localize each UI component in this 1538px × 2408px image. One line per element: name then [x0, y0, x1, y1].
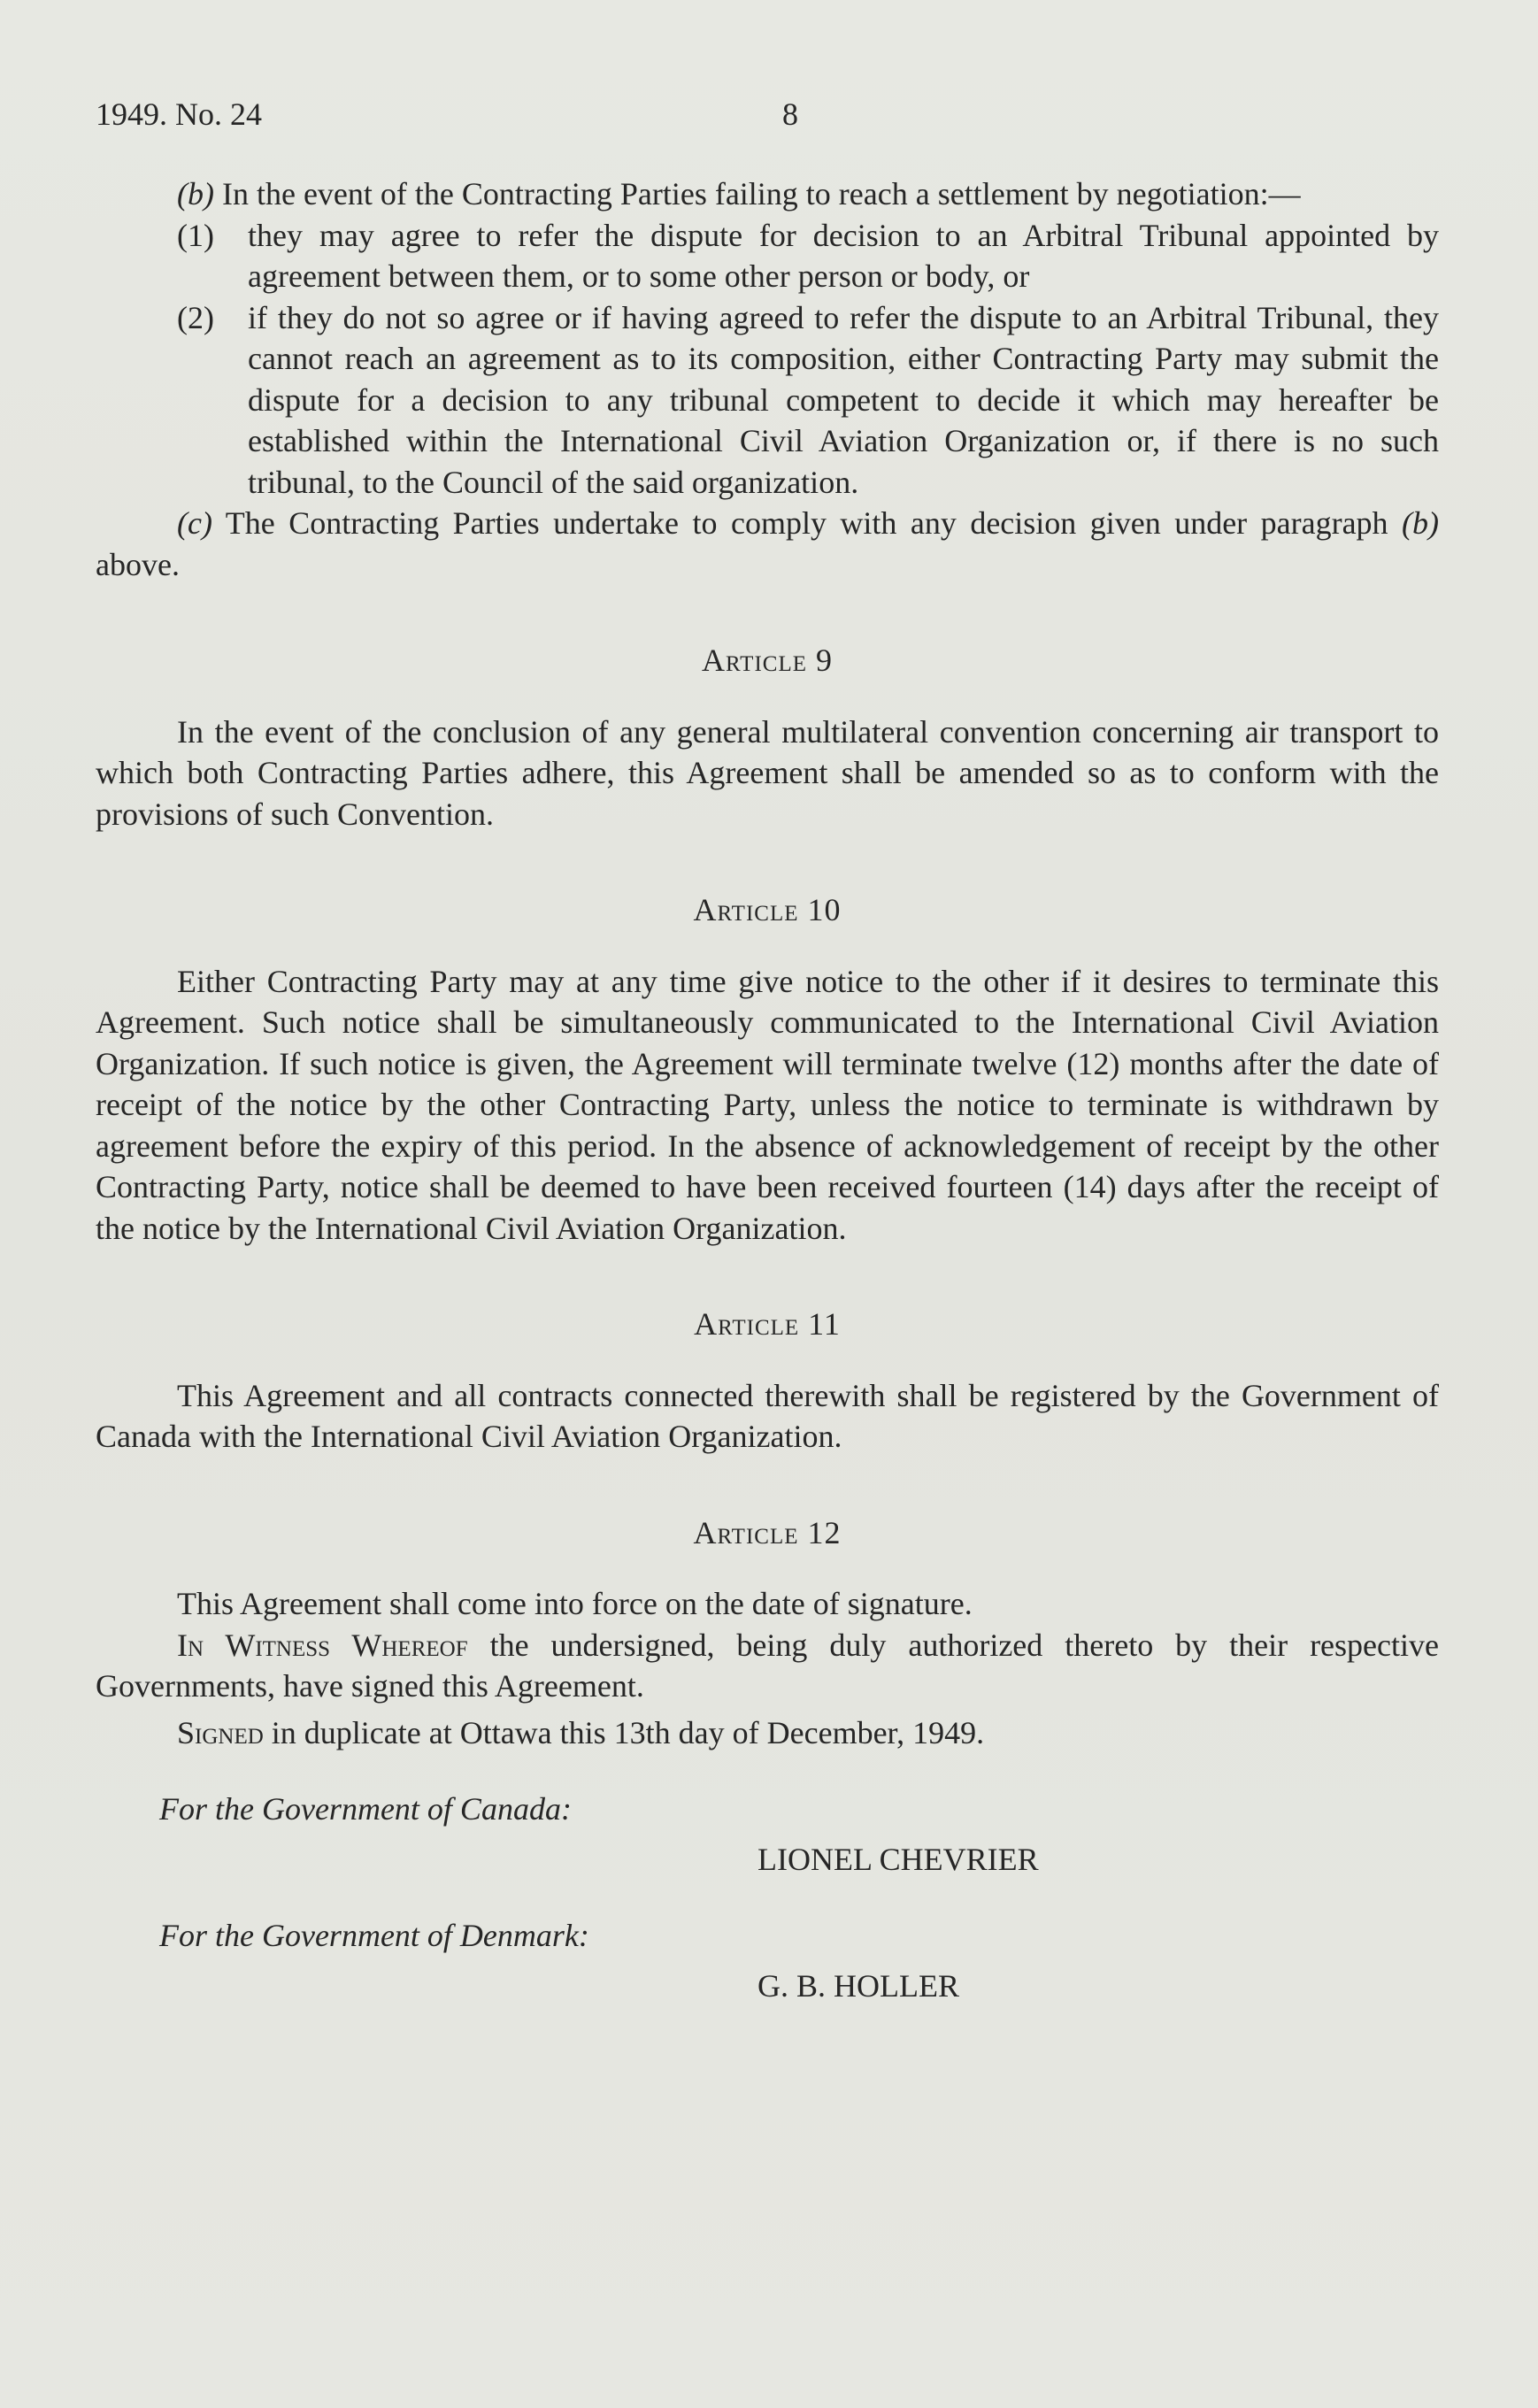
article-12-text: This Agreement shall come into force on the date of signature. [177, 1586, 973, 1621]
witness-clause [96, 1625, 1439, 1707]
signatory-denmark: G. B. HOLLER [757, 1967, 959, 2004]
signatory-canada: LIONEL CHEVRIER [757, 1841, 1039, 1877]
list-item-text: if they do not so agree or if having agreed to refer the dispute to an Arbitral Tribunal, they cannot reach an agreement as to its composition, either Contracting Party may submit the dispute for a decision to any tribunal competent to decide it which may hereafter be established within the International Civil Aviation Organization or, if there is no such tribunal, to the Council of the said organization. [248, 299, 1439, 500]
list-item-number: (2) [177, 299, 214, 335]
paragraph-c-text: The Contracting Parties undertake to comply with any decision given under paragraph [225, 505, 1388, 541]
article-9-text: In the event of the conclusion of any general multilateral convention concerning air transport to which both Contracting Parties adhere, this Agreement shall be amended so as to conform with the provisions of such Convention. [96, 713, 1439, 832]
list-item-text: they may agree to refer the dispute for decision to an Arbitral Tribunal appointed by agreement between them, or to some other person or body, or [248, 217, 1439, 294]
article-9-heading: Article 9 [702, 642, 833, 678]
article-11-text: This Agreement and all contracts connected therewith shall be registered by the Government of Canada with the International Civil Aviation Organization. [96, 1377, 1439, 1454]
witness-lead: In Witness Whereof [177, 1627, 468, 1663]
witness-text: the undersigned, being duly authorized thereto by their respective Governments, have signed this Agreement. [96, 1627, 1439, 1704]
signed-text: in duplicate at Ottawa this 13th day of December, 1949. [271, 1714, 985, 1750]
paragraph-c-label: (c) [177, 505, 212, 541]
signature-label-denmark: For the Government of Denmark: [159, 1918, 589, 1953]
article-12-heading: Article 12 [693, 1514, 842, 1550]
article-10-text: Either Contracting Party may at any time give notice to the other if it desires to terminate this Agreement. Such notice shall be simultaneously communicated to the International Civil Aviation Organization. If such notice is given, the Agreement will terminate twelve (12) months after the date of receipt of the notice by the other Contracting Party, unless the notice to terminate is withdrawn by agreement before the expiry of this period. In the absence of acknowledgement of receipt by the other Contracting Party, notice shall be deemed to have been received fourteen (14) days after the receipt of the notice by the International Civil Aviation Organization. [96, 963, 1439, 1246]
paragraph-b-label: (b) [177, 176, 214, 212]
paragraph-c-ref: (b) [1402, 505, 1439, 541]
running-header: 1949. No. 24 [96, 96, 262, 132]
article-11-heading: Article 11 [694, 1306, 841, 1342]
paragraph-b-text: In the event of the Contracting Parties failing to reach a settlement by negotiation:— [221, 176, 1301, 212]
article-10-heading: Article 10 [693, 892, 842, 927]
document-body [96, 173, 1439, 2006]
paragraph-c [96, 503, 1439, 585]
signed-clause [96, 1712, 1439, 1754]
paragraph-b [96, 173, 1439, 215]
paragraph-c-text-end: above. [96, 546, 180, 582]
page-number: 8 [782, 96, 798, 132]
signed-lead: Signed [177, 1714, 264, 1750]
list-item [96, 297, 1439, 504]
list-item [96, 215, 1439, 297]
signature-label-canada: For the Government of Canada: [159, 1791, 572, 1827]
list-item-number: (1) [177, 217, 214, 253]
